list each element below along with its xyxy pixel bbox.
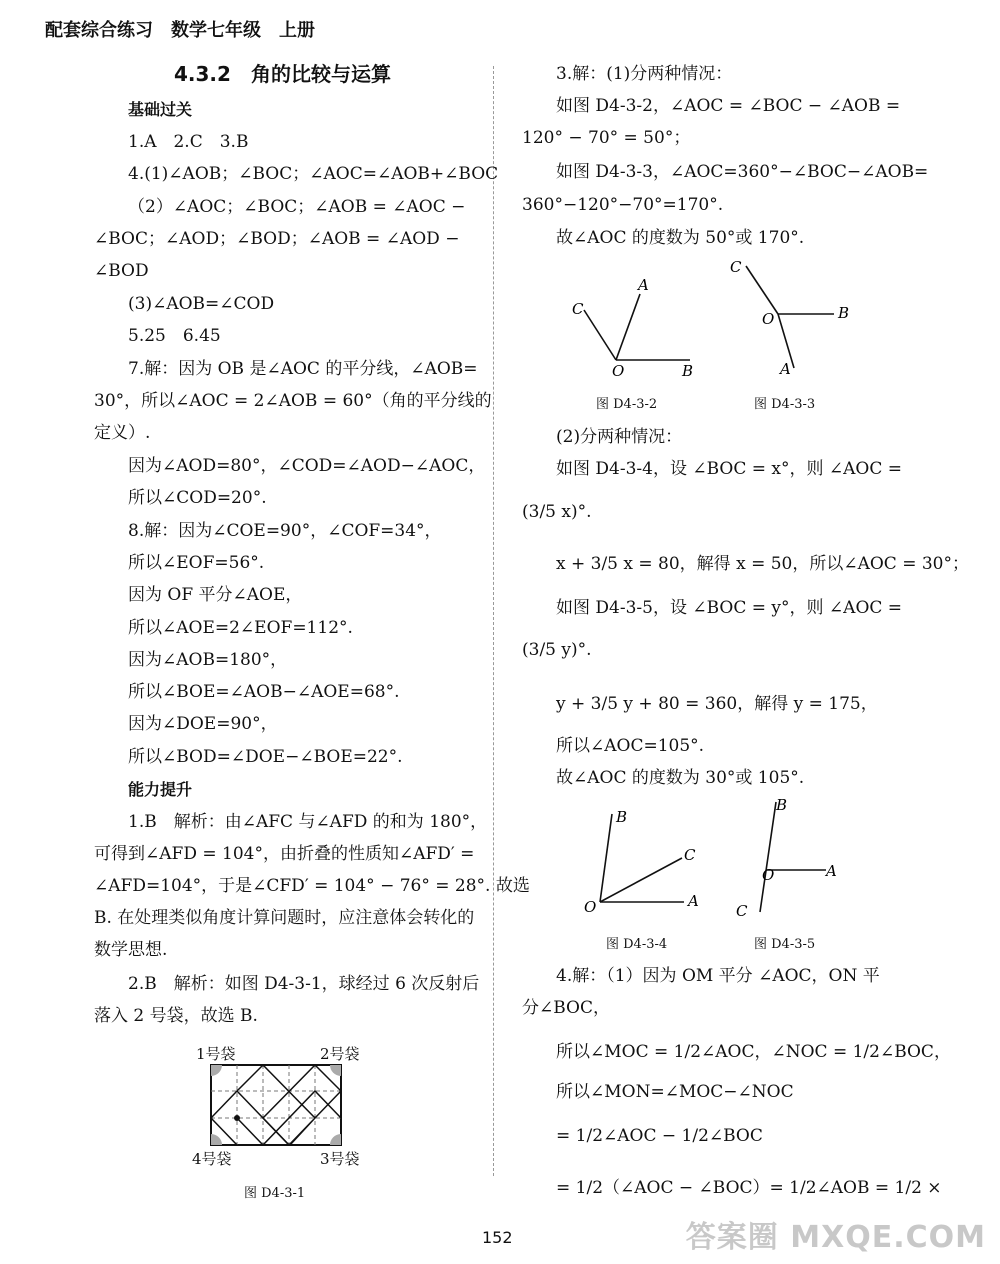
fig4-label: B (616, 808, 628, 826)
answer-line: 所以∠BOE=∠AOB−∠AOE=68°. (128, 682, 400, 702)
fig4-label: A (688, 892, 699, 910)
caption-d4-3-4: 图 D4-3-4 (606, 937, 668, 952)
answer-line: 因为∠DOE=90°， (128, 714, 278, 734)
answer-line: 因为∠AOD=80°，∠COD=∠AOD−∠AOC， (128, 456, 486, 476)
answer-line: 8.解：因为∠COE=90°，∠COF=34°， (128, 521, 442, 541)
answer-line: 因为 OF 平分∠AOE， (128, 585, 303, 605)
answer-line: 5.25 6.45 (128, 326, 221, 346)
answer-line: 30°，所以∠AOC = 2∠AOB = 60°（角的平分线的 (94, 391, 492, 411)
answer-line: 可得到∠AFD = 104°，由折叠的性质知∠AFD′ = (94, 844, 475, 864)
answer-line: 如图 D4-3-4，设 ∠BOC = x°，则 ∠AOC = (556, 459, 903, 479)
figure-d4-3-1 (210, 1064, 342, 1146)
answer-line: 所以∠COD=20°. (128, 488, 267, 508)
answer-line: 所以∠EOF=56°. (128, 553, 265, 573)
answer-line: 如图 D4-3-2，∠AOC = ∠BOC − ∠AOB = (556, 96, 901, 116)
answer-line: 1.A 2.C 3.B (128, 132, 249, 152)
answer-line: 所以∠AOE=2∠EOF=112°. (128, 618, 353, 638)
answer-line: 分∠BOC， (522, 998, 610, 1018)
answer-line: 2.B 解析：如图 D4-3-1，球经过 6 次反射后 (128, 974, 480, 994)
watermark: 答案圈 MXQE.COM (685, 1220, 986, 1255)
fig2-label: A (638, 276, 649, 294)
answer-line: 120° − 70° = 50°； (522, 128, 691, 148)
answer-line: 360°−120°−70°=170°. (522, 195, 724, 215)
answer-line: x + 3/5 x = 80，解得 x = 50，所以∠AOC = 30°； (556, 554, 969, 574)
caption-d4-3-3: 图 D4-3-3 (754, 397, 816, 412)
ball-icon (234, 1115, 240, 1121)
pocket-label-2: 2号袋 (320, 1045, 360, 1063)
fig3-label: O (762, 310, 775, 328)
figure-d4-3-2 (560, 270, 700, 380)
answer-line: 如图 D4-3-5，设 ∠BOC = y°，则 ∠AOC = (556, 598, 903, 618)
fig3-label: C (730, 258, 742, 276)
answer-line: 4.(1)∠AOB；∠BOC；∠AOC=∠AOB+∠BOC (128, 164, 499, 184)
answer-line: （2）∠AOC；∠BOC；∠AOB = ∠AOC − (128, 197, 466, 217)
fig2-label: O (612, 362, 625, 380)
heading-basic: 基础过关 (128, 100, 193, 119)
answer-line: ∠AFD=104°，于是∠CFD′ = 104° − 76° = 28°. 故选 (94, 876, 530, 896)
answer-line: ∠BOC；∠AOD；∠BOD；∠AOB = ∠AOD − (94, 229, 460, 249)
page-number: 152 (482, 1228, 513, 1247)
fig4-label: C (684, 846, 696, 864)
answer-line: 定义）. (94, 423, 151, 443)
answer-line: (3)∠AOB=∠COD (128, 294, 275, 314)
caption-d4-3-5: 图 D4-3-5 (754, 937, 816, 952)
fig3-label: B (838, 304, 850, 322)
fig5-label: B (776, 796, 788, 814)
fig2-label: B (682, 362, 694, 380)
answer-line: 所以∠MON=∠MOC−∠NOC (556, 1082, 794, 1102)
caption-d4-3-2: 图 D4-3-2 (596, 397, 658, 412)
pocket-label-4: 4号袋 (192, 1150, 232, 1168)
answer-line: 故∠AOC 的度数为 30°或 105°. (556, 768, 805, 788)
answer-line: 所以∠AOC=105°. (556, 736, 705, 756)
page-header: 配套综合练习 数学七年级 上册 (45, 20, 315, 41)
answer-line: 4.解：（1）因为 OM 平分 ∠AOC，ON 平 (556, 966, 880, 986)
answer-line: 因为∠AOB=180°， (128, 650, 288, 670)
answer-line: B. 在处理类似角度计算问题时，应注意体会转化的 (94, 908, 475, 928)
answer-line: 7.解：因为 OB 是∠AOC 的平分线，∠AOB= (128, 359, 478, 379)
answer-line: 如图 D4-3-3，∠AOC=360°−∠BOC−∠AOB= (556, 162, 929, 182)
answer-line: (3/5 y)°. (522, 640, 592, 660)
fig5-label: C (736, 902, 748, 920)
answer-line: 所以∠MOC = 1/2∠AOC，∠NOC = 1/2∠BOC， (556, 1042, 951, 1062)
figure-d4-3-5 (730, 796, 850, 922)
answer-line: 故∠AOC 的度数为 50°或 170°. (556, 228, 805, 248)
pocket-label-1: 1号袋 (196, 1045, 236, 1063)
fig5-label: O (762, 866, 775, 884)
fig2-label: C (572, 300, 584, 318)
answer-line: 1.B 解析：由∠AFC 与∠AFD 的和为 180°， (128, 812, 488, 832)
answer-line: = 1/2（∠AOC − ∠BOC）= 1/2∠AOB = 1/2 × (556, 1178, 942, 1198)
answer-line: = 1/2∠AOC − 1/2∠BOC (556, 1126, 763, 1146)
answer-line: ∠BOD (94, 261, 149, 281)
answer-line: (2)分两种情况： (556, 427, 683, 447)
answer-line: 数学思想. (94, 940, 168, 960)
pocket-label-3: 3号袋 (320, 1150, 360, 1168)
answer-line: 所以∠BOD=∠DOE−∠BOE=22°. (128, 747, 403, 767)
column-divider (493, 66, 494, 1176)
fig4-label: O (584, 898, 597, 916)
answer-line: y + 3/5 y + 80 = 360，解得 y = 175， (556, 694, 878, 714)
figure-d4-3-4 (580, 802, 710, 922)
answer-line: (3/5 x)°. (522, 502, 592, 522)
fig3-label: A (780, 360, 791, 376)
heading-advanced: 能力提升 (128, 780, 193, 799)
answer-line: 落入 2 号袋，故选 B. (94, 1006, 258, 1026)
caption-d4-3-1: 图 D4-3-1 (244, 1186, 306, 1201)
answer-line: 3.解：(1)分两种情况： (556, 64, 733, 84)
figure-d4-3-3 (726, 256, 866, 376)
section-title: 4.3.2 角的比较与运算 (174, 62, 391, 86)
fig5-label: A (826, 862, 837, 880)
